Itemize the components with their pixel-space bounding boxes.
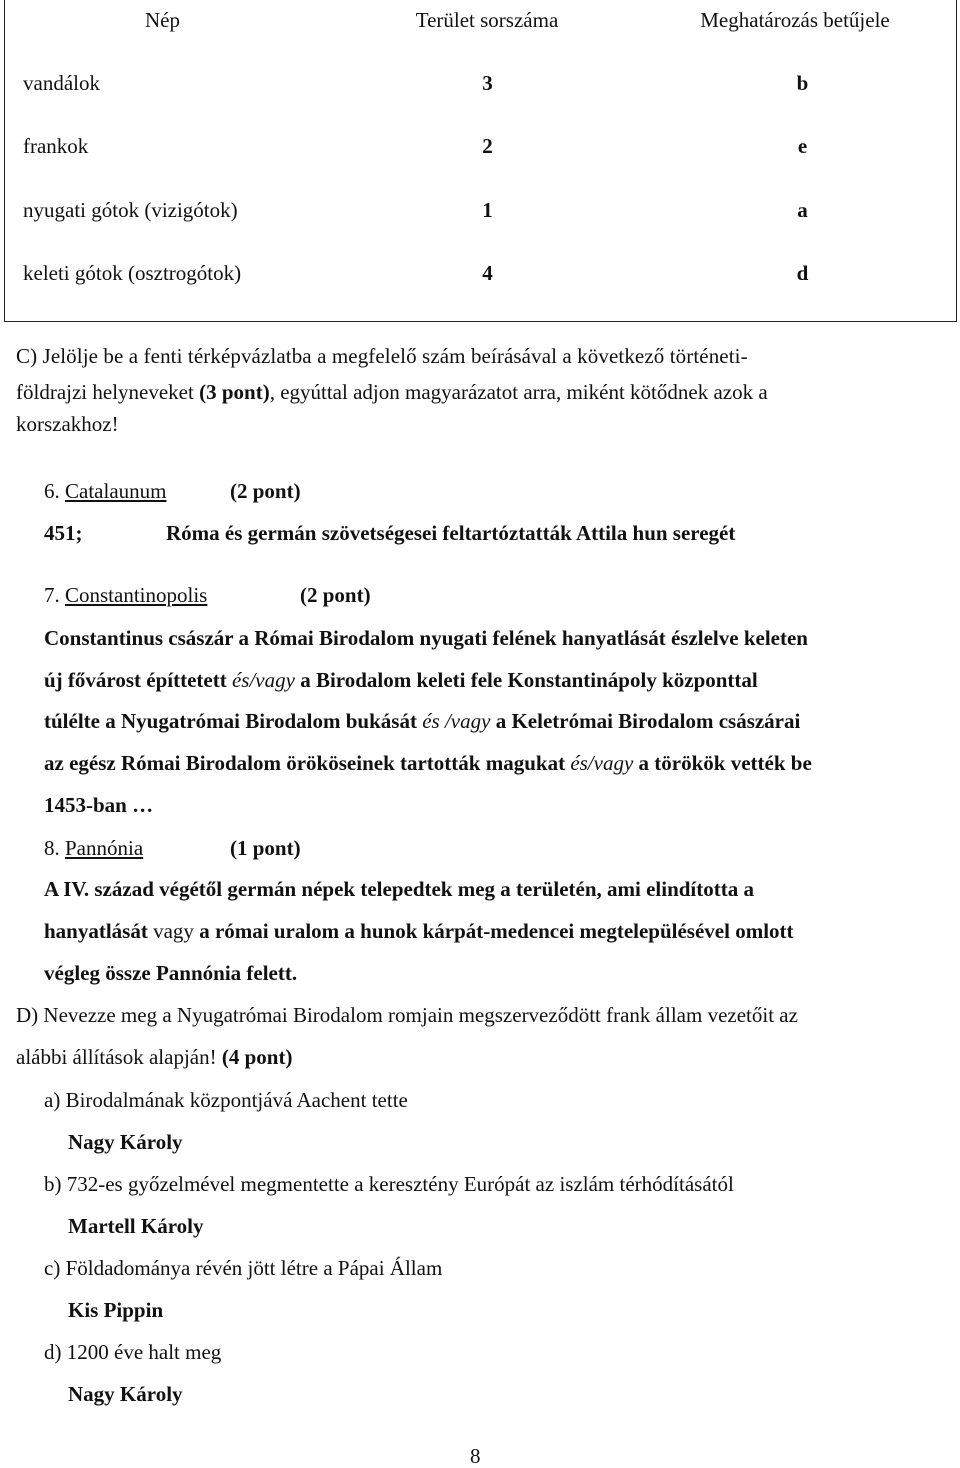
- section-d-question-b: b) 732-es győzelmével megmentette a keresztény Európát az iszlám térhódításától: [44, 1172, 734, 1196]
- table-header-terulet: Terület sorszáma: [415, 8, 559, 32]
- answer-table: [4, 0, 957, 322]
- table-row: [5, 71, 956, 135]
- item-number: 6.: [44, 479, 65, 503]
- table-cell-number: 2: [482, 134, 493, 158]
- section-d-prompt-line2: [16, 1045, 292, 1069]
- item7-heading: [44, 583, 207, 607]
- item7-points: (2 pont): [300, 583, 371, 607]
- section-c-prompt-line2: [16, 380, 768, 404]
- prompt-text: alábbi állítások alapján!: [16, 1045, 222, 1069]
- item8-line3: végleg össze Pannónia felett.: [44, 961, 298, 985]
- answer-text: a római uralom a hunok kárpát-medencei megtelepülésével omlott: [193, 919, 794, 943]
- table-row: [5, 198, 956, 262]
- table-row: [5, 134, 956, 198]
- alt-marker: és/vagy: [570, 751, 634, 775]
- answer-text: új fővárost építtetett: [44, 668, 232, 692]
- table-cell-people: vandálok: [23, 71, 100, 95]
- item-number: 8.: [44, 836, 65, 860]
- answer-text: túlélte a Nyugatrómai Birodalom bukását: [44, 709, 423, 733]
- alt-marker: vagy: [153, 919, 194, 943]
- section-d-question-a: a) Birodalmának központjává Aachent tette: [44, 1088, 408, 1112]
- place-name: Constantinopolis: [65, 583, 208, 607]
- item-number: 7.: [44, 583, 65, 607]
- points-label: (4 pont): [221, 1045, 293, 1069]
- place-name: Catalaunum: [65, 479, 167, 503]
- answer-text: hanyatlását: [44, 919, 154, 943]
- alt-marker: és /vagy: [422, 709, 491, 733]
- item6-answer: Róma és germán szövetségesei feltartóztatták Attila hun seregét: [166, 521, 736, 545]
- table-cell-number: 3: [482, 71, 493, 95]
- table-cell-letter: e: [797, 134, 808, 158]
- item7-line3: [44, 709, 800, 733]
- table-cell-letter: d: [796, 261, 809, 285]
- table-cell-number: 1: [482, 198, 493, 222]
- section-d-question-c: c) Földadománya révén jött létre a Pápai Állam: [44, 1256, 443, 1280]
- table-cell-number: 4: [482, 261, 493, 285]
- answer-text: a Birodalom keleti fele Konstantinápoly központtal: [294, 668, 758, 692]
- prompt-text: , egyúttal adjon magyarázatot arra, miként kötődnek azok a: [269, 380, 768, 404]
- section-c-prompt-line3: korszakhoz!: [16, 412, 119, 436]
- item7-line4: [44, 751, 812, 775]
- item7-line1: Constantinus császár a Római Birodalom nyugati felének hanyatlását észlelve keleten: [44, 626, 808, 650]
- table-header-meghatarozas: Meghatározás betűjele: [700, 8, 890, 32]
- answer-text: a törökök vették be: [633, 751, 812, 775]
- item8-points: (1 pont): [230, 836, 301, 860]
- table-cell-people: frankok: [23, 134, 89, 158]
- item6-year: 451;: [44, 521, 83, 545]
- section-d-answer-b: Martell Károly: [68, 1214, 204, 1238]
- table-header-row: [5, 8, 956, 72]
- table-row: [5, 261, 956, 325]
- alt-marker: és/vagy: [231, 668, 295, 692]
- points-label: (3 pont): [199, 380, 270, 404]
- item8-heading: [44, 836, 143, 860]
- answer-text: a Keletrómai Birodalom császárai: [490, 709, 801, 733]
- item6-points: (2 pont): [230, 479, 301, 503]
- prompt-text: földrajzi helyneveket: [16, 380, 200, 404]
- table-cell-people: keleti gótok (osztrogótok): [23, 261, 242, 285]
- section-d-answer-a: Nagy Károly: [68, 1130, 183, 1154]
- place-name: Pannónia: [65, 836, 144, 860]
- answer-text: az egész Római Birodalom örököseinek tartották magukat: [44, 751, 571, 775]
- item6-heading: [44, 479, 166, 503]
- section-d-question-d: d) 1200 éve halt meg: [44, 1340, 222, 1364]
- section-c-prompt-line1: C) Jelölje be a fenti térképvázlatba a megfelelő szám beírásával a következő történeti-: [16, 344, 748, 368]
- item8-line2: [44, 919, 794, 943]
- table-cell-people: nyugati gótok (vizigótok): [23, 198, 238, 222]
- table-header-nep: Nép: [145, 8, 180, 32]
- section-d-prompt-line1: D) Nevezze meg a Nyugatrómai Birodalom romjain megszerveződött frank állam vezetőit az: [16, 1003, 798, 1027]
- table-cell-letter: a: [797, 198, 808, 222]
- item7-line2: [44, 668, 758, 692]
- table-cell-letter: b: [796, 71, 809, 95]
- section-d-answer-c: Kis Pippin: [68, 1298, 164, 1322]
- item7-line5: 1453-ban …: [44, 793, 154, 817]
- section-d-answer-d: Nagy Károly: [68, 1382, 183, 1406]
- page-number: 8: [470, 1444, 481, 1468]
- item8-line1: A IV. század végétől germán népek telepedtek meg a területén, ami elindította a: [44, 877, 755, 901]
